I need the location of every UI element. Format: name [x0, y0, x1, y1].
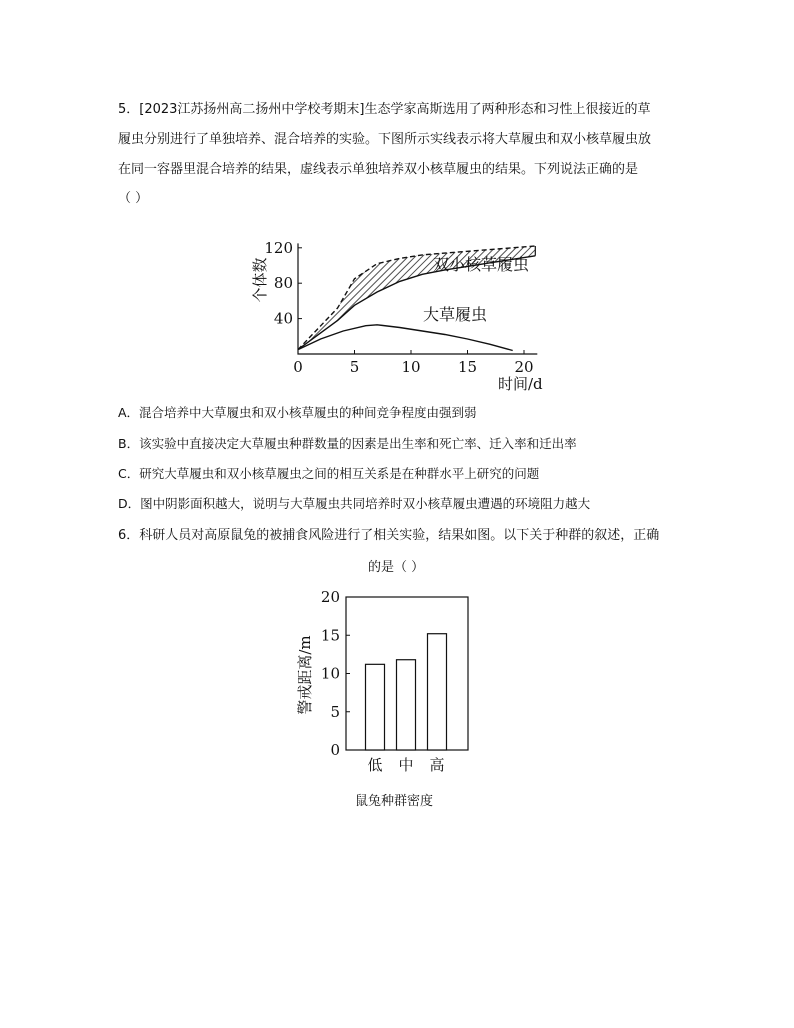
bar-y-tick-label: 5 — [330, 702, 340, 721]
bar-category-label: 低 — [367, 756, 383, 774]
chart-ylabel: 个体数 — [251, 257, 269, 303]
chart-xlabel: 时间/d — [498, 375, 543, 393]
x-tick-label: 10 — [401, 358, 421, 376]
series-label-large: 大草履虫 — [423, 305, 488, 324]
q6-line-1: 6．科研人员对高原鼠兔的被捕食风险进行了相关实验，结果如图。以下关于种群的叙述，正确 — [118, 528, 660, 543]
series-large-mixed — [298, 325, 513, 351]
bar-category-label: 中 — [398, 756, 414, 774]
bar-y-tick-label: 10 — [320, 664, 340, 683]
y-tick-label: 120 — [264, 238, 293, 257]
x-tick-label: 0 — [293, 358, 303, 376]
bar-low — [366, 664, 385, 750]
bar-chart-caption: 鼠兔种群密度 — [355, 794, 434, 809]
q5-line-1: 5．[2023江苏扬州高二扬州中学校考期末]生态学家高斯选用了两种形态和习性上很接近的草 — [118, 102, 651, 117]
y-tick-label: 80 — [273, 274, 293, 293]
bar-mid — [397, 660, 416, 750]
population-line-chart — [240, 212, 560, 397]
bar-y-tick-label: 15 — [320, 626, 340, 645]
bar-y-tick-label: 20 — [320, 588, 340, 606]
bar-y-tick-label: 0 — [330, 741, 340, 759]
alert-distance-bar-chart — [288, 585, 488, 780]
x-tick-label: 15 — [457, 358, 478, 376]
option-b: B．该实验中直接决定大草履虫种群数量的因素是出生率和死亡率、迁入率和迁出率 — [118, 436, 577, 451]
q5-answer-bracket: （ ） — [118, 191, 149, 206]
series-label-double: 双小核草履虫 — [433, 255, 530, 274]
q6-line-2: 的是（ ） — [368, 560, 425, 575]
x-tick-label: 5 — [349, 358, 360, 376]
x-tick-label: 20 — [514, 358, 534, 376]
q5-line-2: 履虫分别进行了单独培养、混合培养的实验。下图所示实线表示将大草履虫和双小核草履虫放 — [118, 132, 652, 147]
option-d: D．图中阴影面积越大，说明与大草履虫共同培养时双小核草履虫遭遇的环境阻力越大 — [118, 496, 591, 511]
bar-category-label: 高 — [429, 756, 445, 774]
option-c: C．研究大草履虫和双小核草履虫之间的相互关系是在种群水平上研究的问题 — [118, 466, 540, 481]
q5-line-3: 在同一容器里混合培养的结果，虚线表示单独培养双小核草履虫的结果。下列说法正确的是 — [118, 162, 639, 177]
bar-high — [428, 634, 447, 750]
y-tick-label: 40 — [273, 309, 293, 328]
bar-chart-ylabel: 警戒距离/m — [296, 635, 314, 715]
option-a: A．混合培养中大草履虫和双小核草履虫的种间竞争程度由强到弱 — [118, 405, 477, 420]
